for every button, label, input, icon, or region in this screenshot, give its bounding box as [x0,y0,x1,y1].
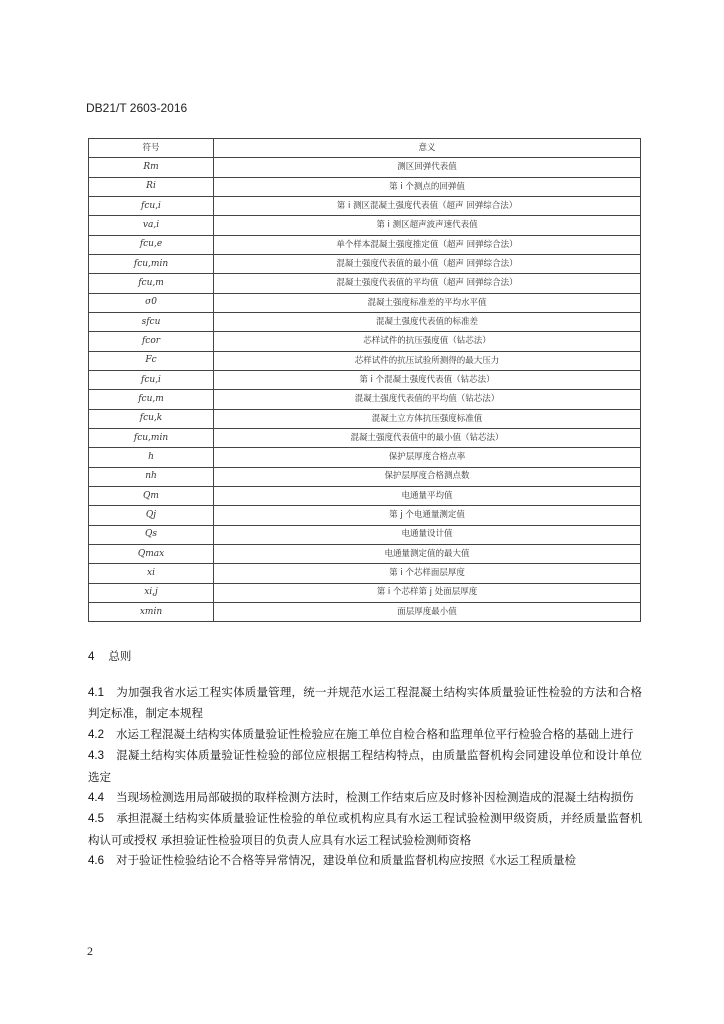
meaning-cell: 混凝土强度代表值的平均值（超声 回弹综合法） [214,274,641,293]
clause-number: 4.1 [88,687,104,699]
symbol-cell: fcu,e [89,235,214,254]
meaning-cell: 第 i 个芯样面层厚度 [214,564,641,583]
meaning-cell: 芯样试件的抗压强度值（钻芯法） [214,332,641,351]
clause-number: 4.6 [88,855,104,868]
meaning-cell: 混凝土立方体抗压强度标准值 [214,409,641,428]
meaning-cell: 芯样试件的抗压试验所测得的最大压力 [214,351,641,370]
clause-text: 当现场检测选用局部破损的取样检测方法时，检测工作结束后应及时修补因检测造成的混凝土结构损伤 [116,790,634,805]
section-title: 总则 [108,649,132,663]
table-row [89,235,641,254]
clause-paragraph [88,724,642,745]
symbol-cell: fcu,i [89,370,214,389]
section-number: 4 [88,651,95,663]
symbol-cell: xi [89,564,214,583]
table-row [89,506,641,525]
table-row [89,544,641,563]
table-row [89,293,641,312]
clause-number: 4.5 [88,813,104,826]
clause-paragraph [88,850,642,871]
symbol-cell: Qm [89,486,214,505]
meaning-cell: 第 i 个芯样第 j 处面层厚度 [214,583,641,602]
meaning-cell: 保护层厚度合格测点数 [214,467,641,486]
clause-paragraph [88,745,642,787]
symbol-cell: fcu,i [89,196,214,215]
meaning-cell: 第 j 个电通量测定值 [214,506,641,525]
symbol-cell: σ0 [89,293,214,312]
section-heading [88,648,131,664]
clause-list [88,682,642,872]
meaning-cell: 单个样本混凝土强度推定值（超声 回弹综合法） [214,235,641,254]
meaning-cell: 面层厚度最小值 [214,602,641,621]
symbol-cell: fcu,m [89,274,214,293]
meaning-cell: 第 i 测区超声波声速代表值 [214,216,641,235]
symbol-column-header: 符号 [89,139,214,158]
clause-paragraph [88,808,642,850]
clause-text: 水运工程混凝土结构实体质量验证性检验应在施工单位自检合格和监理单位平行检验合格的基础上进行 [116,726,634,741]
table-row [89,158,641,177]
table-row [89,409,641,428]
symbol-cell: Ri [89,177,214,196]
symbol-cell: Fc [89,351,214,370]
table-row [89,525,641,544]
symbol-cell: Qs [89,525,214,544]
meaning-cell: 第 i 个测点的回弹值 [214,177,641,196]
table-row [89,448,641,467]
meaning-cell: 电通量测定值的最大值 [214,544,641,563]
table-row [89,196,641,215]
clause-text: 对于验证性检验结论不合格等异常情况，建设单位和质量监督机构应按照《水运工程质量检 [116,853,576,868]
table-row [89,216,641,235]
table-row [89,351,641,370]
meaning-cell: 电通量设计值 [214,525,641,544]
clause-text: 混凝土结构实体质量验证性检验的部位应根据工程结构特点，由质量监督机构会同建设单位和设计单位选定 [88,748,642,784]
meaning-cell: 混凝土强度代表值的标准差 [214,312,641,331]
meaning-column-header: 意义 [214,139,641,158]
table-body [89,158,641,622]
clause-number: 4.3 [88,750,104,763]
table-row [89,467,641,486]
table-row [89,564,641,583]
table-row [89,177,641,196]
document-code: DB21/T 2603-2016 [86,101,188,115]
symbol-cell: Qj [89,506,214,525]
meaning-cell: 混凝土强度代表值中的最小值（钻芯法） [214,428,641,447]
symbol-cell: fcu,min [89,428,214,447]
clause-paragraph [88,787,642,808]
symbol-cell: xmin [89,602,214,621]
clause-number: 4.2 [88,728,104,741]
symbol-cell: va,i [89,216,214,235]
symbol-cell: nh [89,467,214,486]
table-row [89,428,641,447]
table-header-row [89,139,641,158]
meaning-cell: 电通量平均值 [214,486,641,505]
clause-paragraph [88,682,642,724]
meaning-cell: 混凝土强度代表值的平均值（钻芯法） [214,390,641,409]
symbol-cell: h [89,448,214,467]
symbol-cell: xi,j [89,583,214,602]
symbol-cell: fcor [89,332,214,351]
symbol-cell: Rm [89,158,214,177]
clause-number: 4.4 [88,792,104,805]
table-row [89,274,641,293]
symbols-table [88,138,641,622]
clause-text: 承担混凝土结构实体质量验证性检验的单位或机构应具有水运工程试验检测甲级资质，并经质量监督机构认可或授权 承担验证性检验项目的负责人应具有水运工程试验检测师资格 [88,811,642,847]
meaning-cell: 第 i 个混凝土强度代表值（钻芯法） [214,370,641,389]
meaning-cell: 混凝土强度代表值的最小值（超声 回弹综合法） [214,254,641,273]
table-row [89,312,641,331]
table-row [89,602,641,621]
symbol-cell: fcu,k [89,409,214,428]
clause-text: 为加强我省水运工程实体质量管理，统一并规范水运工程混凝土结构实体质量验证性检验的方法和合格判定标准，制定本规程 [88,685,642,721]
table-row [89,390,641,409]
page-number: 2 [87,944,93,958]
meaning-cell: 混凝土强度标准差的平均水平值 [214,293,641,312]
meaning-cell: 测区回弹代表值 [214,158,641,177]
table-row [89,332,641,351]
table-row [89,583,641,602]
symbol-cell: fcu,min [89,254,214,273]
symbol-cell: Qmax [89,544,214,563]
symbol-cell: sfcu [89,312,214,331]
meaning-cell: 保护层厚度合格点率 [214,448,641,467]
table-row [89,486,641,505]
table-row [89,254,641,273]
symbol-cell: fcu,m [89,390,214,409]
table-row [89,370,641,389]
meaning-cell: 第 i 测区混凝土强度代表值（超声 回弹综合法） [214,196,641,215]
